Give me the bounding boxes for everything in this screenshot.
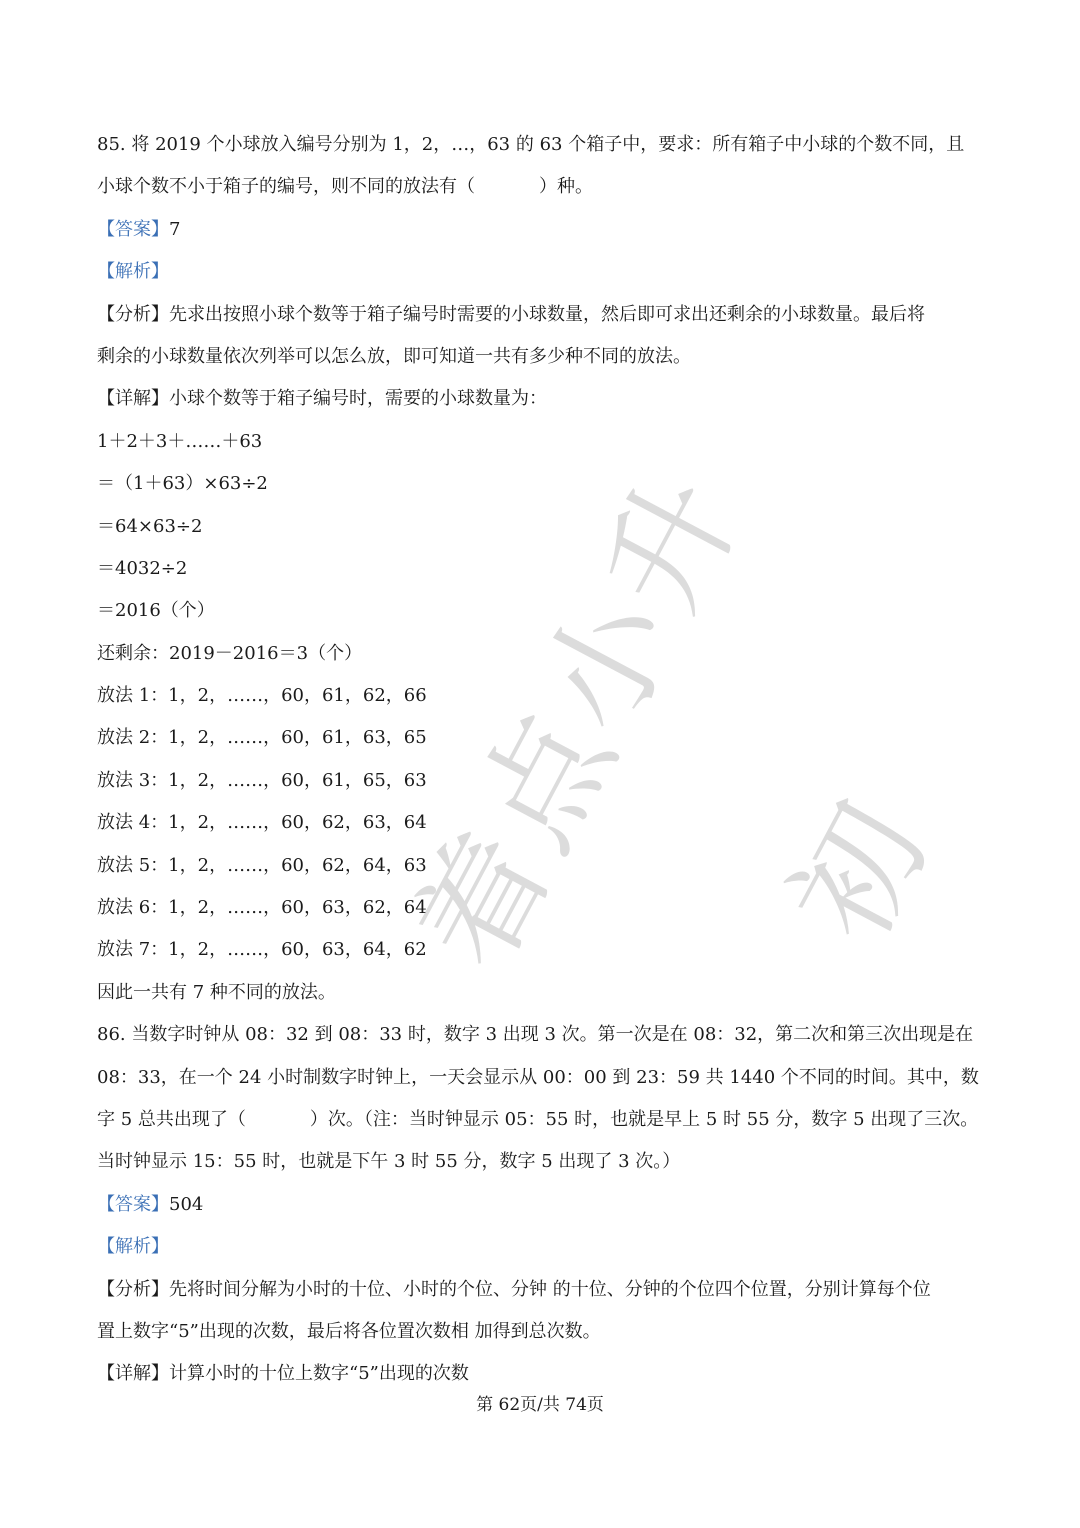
- q85-line-2b: ）种。: [539, 176, 593, 198]
- q85-xiangjie: [97, 378, 987, 420]
- q86-fenxi-text-1: 先将时间分解为小时的十位、小时的个位、分钟 的十位、分钟的个位四个位置，分别计算每个位: [169, 1278, 931, 1300]
- q85-line-2a: 小球个数不小于箱子的编号，则不同的放法有（: [97, 176, 475, 198]
- q85-line-1: 85. 将 2019 个小球放入编号分别为 1，2，…，63 的 63 个箱子中，要求：所有箱子中小球的个数不同，且: [97, 134, 965, 155]
- q86-analysis-tag: 【解析】: [97, 1236, 169, 1258]
- page-footer: 第 62页/共 74页: [476, 1395, 604, 1415]
- q86-fenxi-2: 置上数字“5”出现的次数，最后将各位置次数相 加得到总次数。: [97, 1320, 601, 1342]
- q85-conclusion: 因此一共有 7 种不同的放法。: [97, 981, 336, 1003]
- q85-fenxi-tag: 【分析】: [97, 303, 169, 325]
- q86-analysis: [97, 1226, 987, 1268]
- q86-line-2: 08：33，在一个 24 小时制数字时钟上，一天会显示从 00：00 到 23：59 共 1440 个不同的时间。其中，数: [97, 1066, 979, 1088]
- q85-calc-line: 1＋2＋3＋……＋63: [97, 430, 263, 452]
- q85-method: 放法 1：1，2，……，60，61，62，66: [97, 685, 427, 707]
- q86-line-4: 当时钟显示 15：55 时，也就是下午 3 时 55 分，数字 5 出现了 3 次。）: [97, 1151, 681, 1173]
- q85-method: 放法 2：1，2，……，60，61，63，65: [97, 727, 427, 749]
- q86-answer: [97, 1184, 987, 1226]
- q85-fenxi-1: [97, 294, 987, 336]
- q85-calc-line: ＝4032÷2: [97, 557, 188, 579]
- q86-xiangjie-tag: 【详解】: [97, 1363, 169, 1385]
- q86-line-3a: 字 5 总共出现了（: [97, 1108, 246, 1130]
- q85-line-2: [97, 166, 987, 208]
- q86-fenxi-tag: 【分析】: [97, 1278, 169, 1300]
- q85-fenxi-2: 剩余的小球数量依次列举可以怎么放，即可知道一共有多少种不同的放法。: [97, 345, 691, 367]
- q85-answer: [97, 209, 987, 251]
- q85-xiangjie-text: 小球个数等于箱子编号时，需要的小球数量为：: [169, 388, 547, 410]
- q85-calc-line: ＝（1＋63）×63÷2: [97, 473, 268, 495]
- q85-answer-tag: 【答案】: [97, 218, 169, 240]
- q85-answer-value: 7: [169, 218, 181, 240]
- q85-method: 放法 6：1，2，……，60，63，62，64: [97, 897, 427, 919]
- q85-fenxi-text-1: 先求出按照小球个数等于箱子编号时需要的小球数量，然后即可求出还剩余的小球数量。最后将: [169, 303, 925, 325]
- document-page: [97, 124, 987, 1396]
- q85-method: 放法 3：1，2，……，60，61，65，63: [97, 769, 427, 791]
- q86-xiangjie-text: 计算小时的十位上数字“5”出现的次数: [169, 1363, 469, 1385]
- q86-fenxi-1: [97, 1269, 987, 1311]
- q85-calc-line: ＝2016（个）: [97, 600, 215, 622]
- q85-method: 放法 5：1，2，……，60，62，64，63: [97, 854, 427, 876]
- q86-answer-tag: 【答案】: [97, 1193, 169, 1215]
- q86-line-3: [97, 1099, 987, 1141]
- q85-method: 放法 7：1，2，……，60，63，64，62: [97, 939, 427, 961]
- q85-xiangjie-tag: 【详解】: [97, 388, 169, 410]
- watermark: 着点小升初: [387, 448, 960, 992]
- q86-xiangjie: [97, 1353, 987, 1395]
- q85-analysis-tag: 【解析】: [97, 261, 169, 283]
- q86-line-1: 86. 当数字时钟从 08：32 到 08：33 时，数字 3 出现 3 次。第一次是在 08：32，第二次和第三次出现是在: [97, 1024, 974, 1046]
- q85-calc-line: ＝64×63÷2: [97, 515, 203, 537]
- q85-calc-line: 还剩余：2019－2016＝3（个）: [97, 642, 363, 664]
- q86-answer-value: 504: [169, 1193, 204, 1215]
- q86-line-3b: ）次。（注：当时钟显示 05：55 时，也就是早上 5 时 55 分，数字 5 出现了三次。: [309, 1108, 979, 1130]
- q85-method: 放法 4：1，2，……，60，62，63，64: [97, 812, 427, 834]
- q85-analysis: [97, 251, 987, 293]
